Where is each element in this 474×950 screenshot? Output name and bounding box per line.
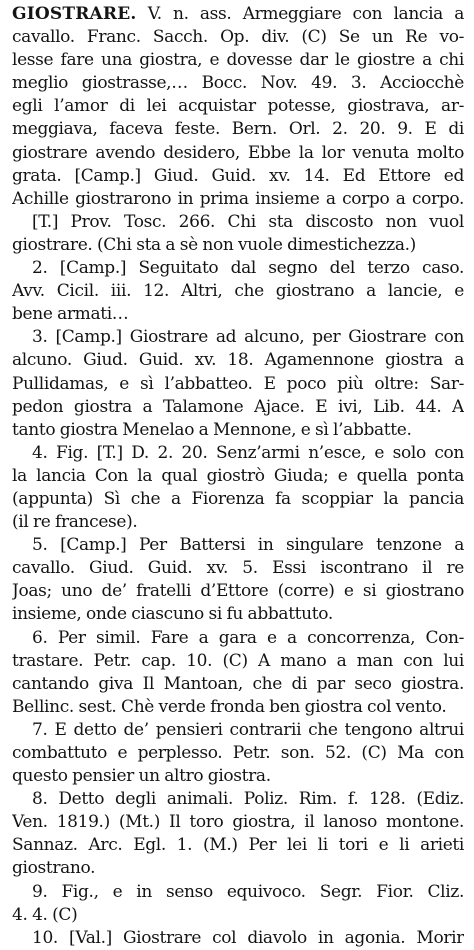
entry-line: giostrano. [12, 858, 96, 879]
entry-line: Bellinc. sest. Chè verde fronda ben giostra col vento. [12, 696, 447, 717]
entry-line: pedon giostra a Talamone Ajace. E ivi, Lib. 44. A [12, 396, 464, 417]
entry-line: insieme, onde ciascuno si fu abbattuto. [12, 604, 333, 625]
entry-line: 5. [Camp.] Per Battersi in singulare tenzone a [32, 535, 464, 556]
entry-line: Pullidamas, e sì l’abbatteo. E poco più oltre: Sar- [12, 373, 464, 394]
entry-line: grata. [Camp.] Giud. Guid. xv. 14. Ed Ettore ed [12, 165, 464, 186]
entry-line: 4. 4. (C) [12, 904, 78, 925]
headword: GIOSTRARE. [12, 4, 137, 24]
entry-line: cavallo. Franc. Sacch. Op. div. (C) Se un Re vo- [12, 27, 464, 48]
entry-line: giostrare avendo desidero, Ebbe la lor venuta molto [12, 142, 464, 163]
entry-line: lesse fare una giostra, e dovesse dar le giostre a chi [12, 50, 464, 71]
entry-line: [T.] Prov. Tosc. 266. Chi sta discosto non vuol [32, 211, 464, 232]
entry-line: egli l’amor di lei acquistar potesse, giostrava, ar- [12, 96, 464, 117]
entry-line: meglio giostrasse,… Bocc. Nov. 49. 3. Acciocchè [12, 73, 464, 94]
entry-line: Avv. Cicil. iii. 12. Altri, che giostrano a lancie, e [12, 281, 464, 302]
entry-line: (appunta) Sì che a Fiorenza fa scoppiar la pancia [12, 488, 464, 509]
entry-line: tanto giostra Menelao a Mennone, e sì l’abbatte. [12, 419, 412, 440]
entry-line: 2. [Camp.] Seguitato dal segno del terzo caso. [32, 258, 464, 279]
entry-line: la lancia Con la qual giostrò Giuda; e quella ponta [12, 465, 464, 486]
entry-line: 9. Fig., e in senso equivoco. Segr. Fior. Cliz. [32, 881, 464, 902]
entry-line: Sannaz. Arc. Egl. 1. (M.) Per lei li tori e li arieti [12, 835, 464, 856]
entry-line: trastare. Petr. cap. 10. (C) A mano a man con lui [12, 650, 464, 671]
entry-line: 3. [Camp.] Giostrare ad alcuno, per Giostrare con [32, 327, 464, 348]
entry-line: meggiava, faceva feste. Bern. Orl. 2. 20. 9. E di [12, 119, 464, 140]
entry-line: 4. Fig. [T.] D. 2. 20. Senz’armi n’esce, e solo con [32, 442, 464, 463]
entry-line: (il re francese). [12, 512, 138, 533]
entry-line: alcuno. Giud. Guid. xv. 18. Agamennone giostra a [12, 350, 464, 371]
entry-line: 6. Per simil. Fare a gara e a concorrenza, Con- [32, 627, 464, 648]
entry-line: giostrare. (Chi sta a sè non vuole dimestichezza.) [12, 234, 416, 255]
entry-line: combattuto e perplesso. Petr. son. 52. (C) Ma con [12, 743, 464, 763]
entry-line: 7. E detto de’ pensieri contrarii che tengono altrui [32, 719, 464, 740]
entry-line: bene armati… [12, 304, 129, 325]
entry-line: GIOSTRARE. V. n. ass. Armeggiare con lancia a [12, 4, 464, 24]
entry-line: questo pensier un altro giostra. [12, 766, 271, 787]
entry-line: Joas; uno de’ fratelli d’Ettore (corre) e si giostrano [12, 581, 464, 602]
entry-line: 10. [Val.] Giostrare col diavolo in agonia. Morir [32, 927, 464, 948]
entry-line: cantando giva Il Mantoan, che di par seco giostra. [12, 673, 464, 694]
entry-line: 8. Detto degli animali. Poliz. Rim. f. 128. (Ediz. [32, 789, 464, 810]
entry-line: Ven. 1819.) (Mt.) Il toro giostra, il lanoso montone. [12, 812, 464, 833]
entry-line: cavallo. Giud. Guid. xv. 5. Essi iscontrano il re [12, 558, 464, 579]
entry-line: Achille giostrarono in prima insieme a corpo a corpo. [12, 188, 464, 209]
